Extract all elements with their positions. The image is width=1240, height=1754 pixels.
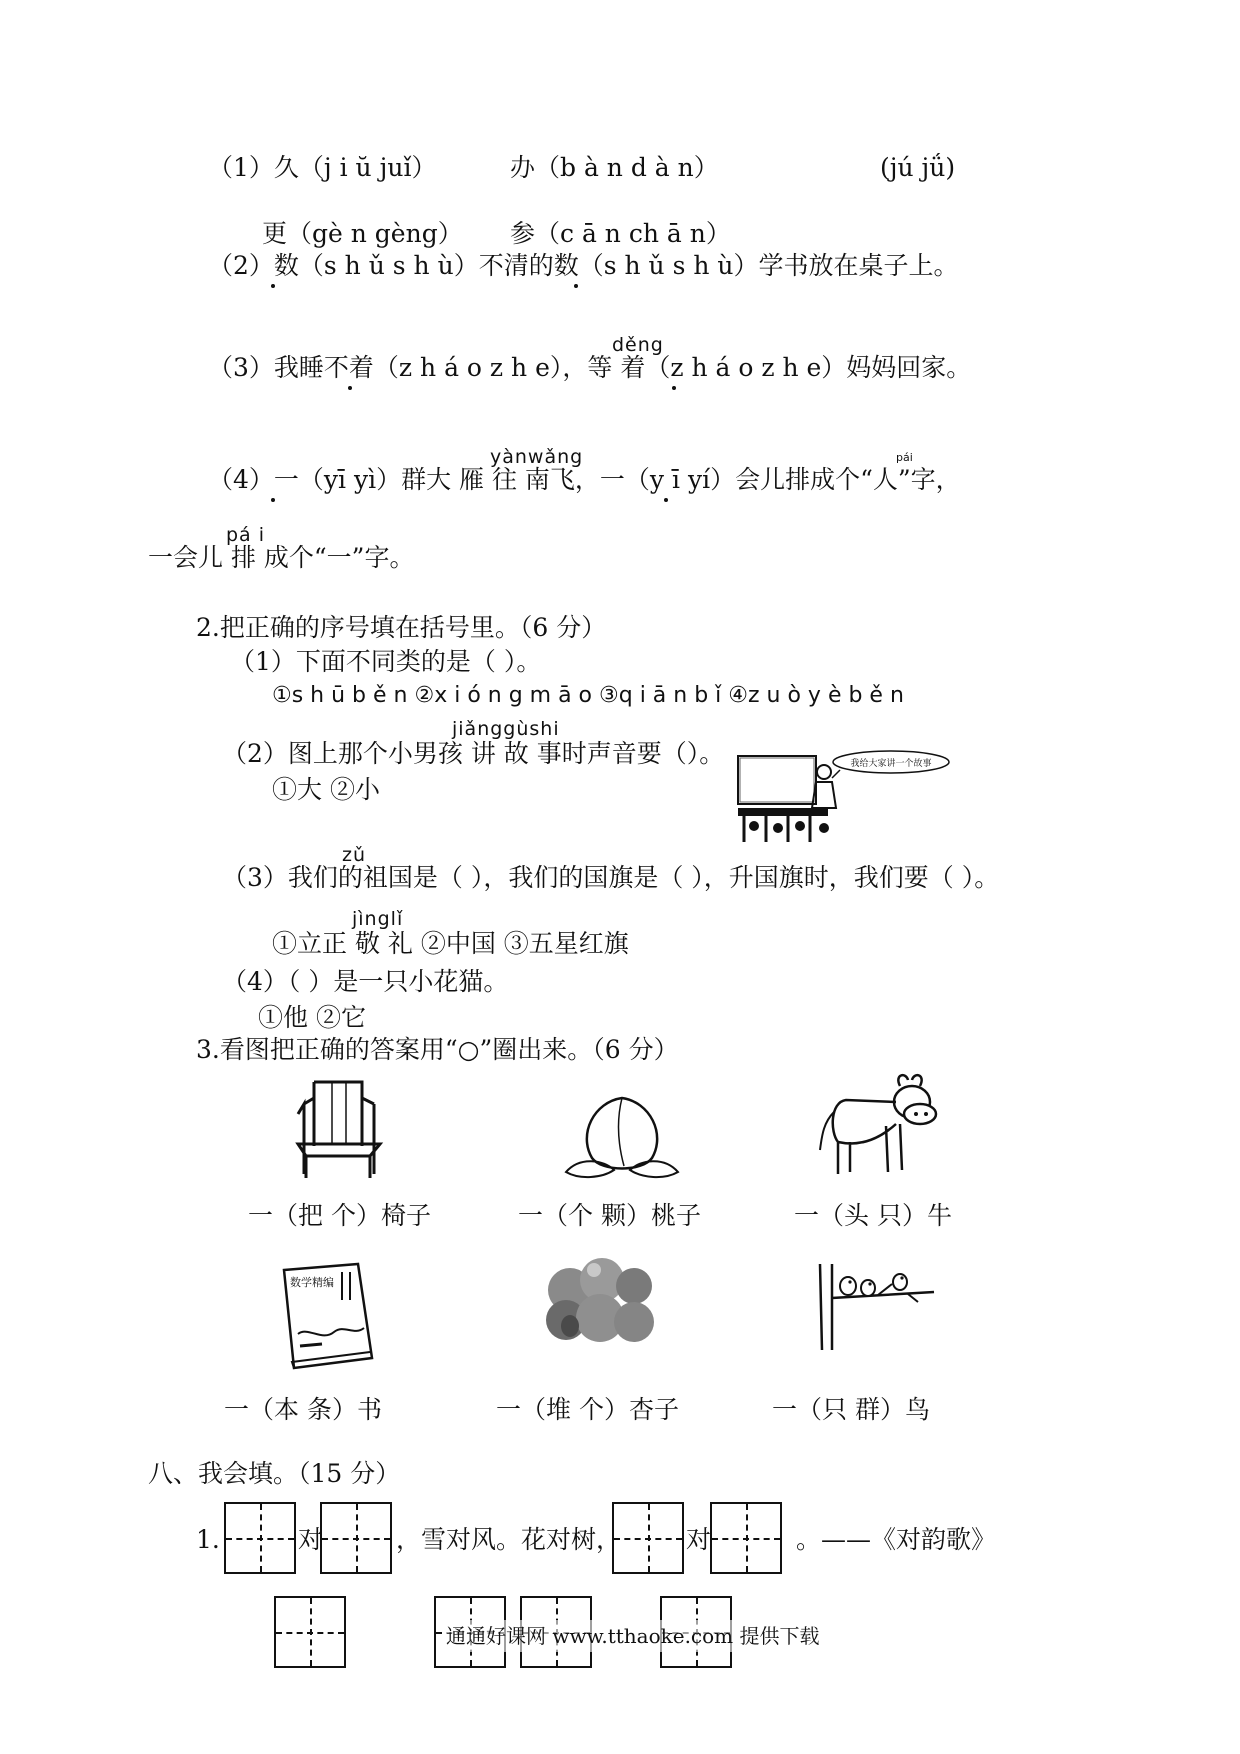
q3-choice-apricot[interactable]: 一（堆 个）杏子 [496, 1395, 679, 1424]
writing-grid-box[interactable] [710, 1502, 782, 1574]
q3-title: 3.看图把正确的答案用“○”圈出来。（6 分） [196, 1035, 679, 1064]
q1-line5-pinyin: pá i [226, 524, 266, 546]
emphasis-dot [348, 386, 352, 390]
emphasis-dot [664, 498, 668, 502]
q2-sub2: （2）图上那个小男孩 讲 故 事时声音要（）。 [222, 739, 725, 768]
q2-sub3-pinyin: zǔ [342, 844, 367, 866]
q2-sub1-options: ①s h ū b ě n ②x i ó n g m ā o ③q i ā n b ǐ ④z u ò y è b ě n [272, 683, 904, 708]
q2-sub4-options: ①他 ②它 [258, 1003, 366, 1032]
q2-sub3-pinyin2: jìnglǐ [352, 908, 404, 930]
emphasis-dot [574, 284, 578, 288]
q3-choice-peach[interactable]: 一（个 颗）桃子 [518, 1201, 701, 1230]
emphasis-dot [672, 386, 676, 390]
q1-line3: （3）我睡不着（z h á o z h e），等 着（z h á o z h e）妈妈回家。 [208, 353, 972, 382]
book-cover-text: 数学精编 [290, 1276, 334, 1289]
writing-grid-box[interactable] [320, 1502, 392, 1574]
q1-line1-b: 办（b à n d à n） [510, 153, 719, 182]
q2-sub2-pinyin: jiǎnggùshi [452, 718, 560, 740]
writing-grid-box[interactable] [612, 1502, 684, 1574]
s8-tail-text: 。——《对韵歌》 [796, 1525, 997, 1554]
q1-line3-pinyin: děng [612, 334, 664, 356]
q1-line4-pinyin-pai: pái [896, 451, 913, 464]
chair-image [292, 1074, 402, 1184]
s8-middle-text: ，雪对风。花对树， [396, 1525, 622, 1554]
q2-title: 2.把正确的序号填在括号里。（6 分） [196, 613, 607, 642]
q3-choice-chair[interactable]: 一（把 个）椅子 [248, 1201, 431, 1230]
q3-choice-bird[interactable]: 一（只 群）鸟 [772, 1395, 930, 1424]
q2-sub1: （1）下面不同类的是（ ）。 [230, 647, 542, 676]
q2-sub4: （4）（ ）是一只小花猫。 [222, 967, 509, 996]
footer-download-note: 通通好课网 www.tthaoke.com 提供下载 [446, 1620, 820, 1652]
section8-title: 八、我会填。（15 分） [148, 1459, 401, 1488]
peach-image [562, 1092, 682, 1182]
q1-line1-c: (jú jǘ) [880, 153, 956, 182]
writing-grid-box[interactable] [224, 1502, 296, 1574]
q3-choice-cow[interactable]: 一（头 只）牛 [794, 1201, 952, 1230]
q2-sub3: （3）我们的祖国是（ ），我们的国旗是（ ），升国旗时，我们要（ ）。 [222, 863, 1000, 892]
q1-line2: （2）数（s h ǔ s h ù）不清的数（s h ǔ s h ù）学书放在桌子上。 [208, 251, 959, 280]
speech-bubble-text: 我给大家讲一个故事 [850, 759, 932, 769]
storytelling-illustration [736, 748, 956, 848]
q2-sub2-options: ①大 ②小 [272, 775, 380, 804]
q1-line4-pinyin: yànwǎng [490, 446, 584, 468]
q1-line1-e: 参（c ā n ch ā n） [510, 219, 731, 248]
q1-line4: （4）一（yī yì）群大 雁 往 南飞，一（y ī yí）会儿排成个“人”字， [208, 465, 961, 494]
s8-item-number: 1. [196, 1525, 220, 1554]
q1-line5: 一会儿 排 成个“一”字。 [148, 543, 415, 572]
s8-dui-1: 对 [298, 1525, 324, 1554]
emphasis-dot [271, 498, 275, 502]
birds-image [808, 1262, 938, 1352]
emphasis-dot [271, 284, 275, 288]
apricots-image [542, 1256, 654, 1348]
writing-grid-box[interactable] [274, 1596, 346, 1668]
q1-line1-a: （1）久（j i ŭ juǐ） [208, 153, 437, 182]
cow-image [816, 1072, 942, 1182]
q2-sub3-options: ①立正 敬 礼 ②中国 ③五星红旗 [272, 929, 629, 958]
book-image [278, 1262, 378, 1372]
q3-choice-book[interactable]: 一（本 条）书 [224, 1395, 382, 1424]
s8-dui-2: 对 [686, 1525, 712, 1554]
q1-line1-d: 更（gè n gèng） [262, 219, 463, 248]
